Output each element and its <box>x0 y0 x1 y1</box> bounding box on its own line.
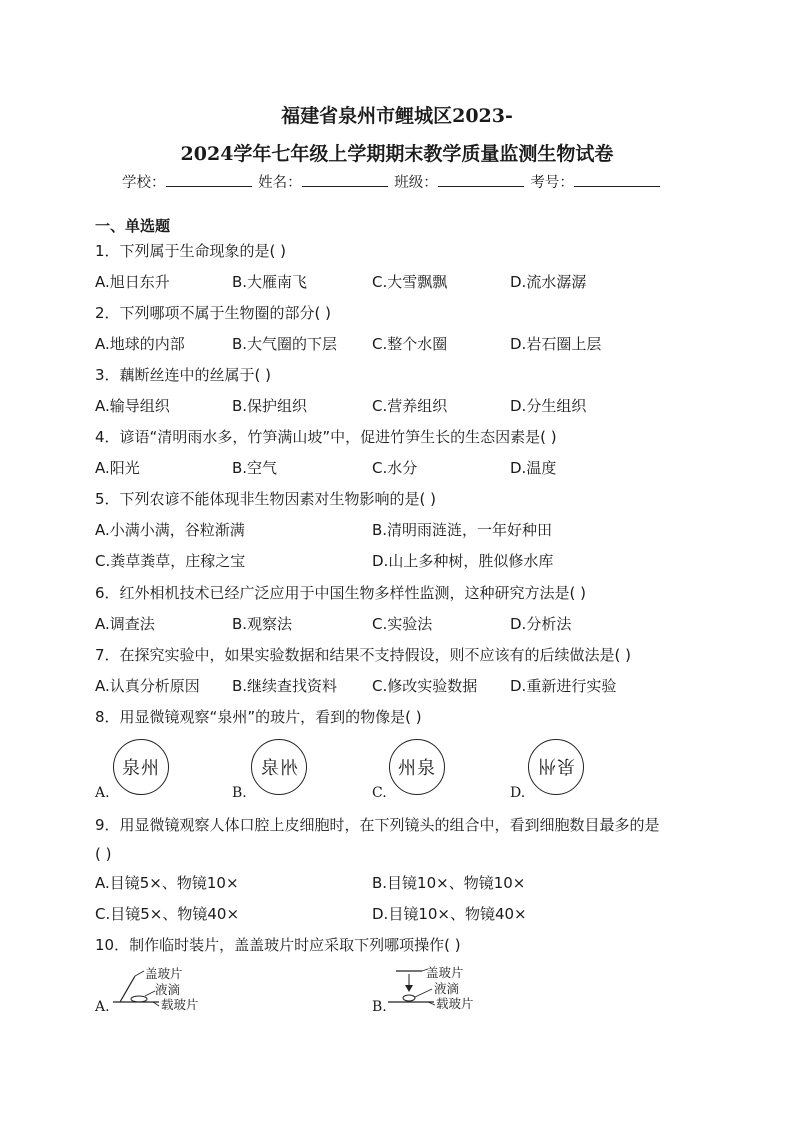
q2-option-d[interactable]: D.岩石圈上层 <box>510 335 602 353</box>
class-label: 班级： <box>394 175 438 191</box>
q1-option-a[interactable]: A.旭日东升 <box>95 273 170 291</box>
diagram-b-coverslip-label: 盖玻片 <box>426 965 464 980</box>
q7-option-b[interactable]: B.继续查找资料 <box>232 677 338 695</box>
q3-option-d[interactable]: D.分生组织 <box>510 397 587 415</box>
exam-title-line2: 2024学年七年级上学期期末教学质量监测生物试卷 <box>180 143 614 165</box>
q2-option-b[interactable]: B.大气圈的下层 <box>232 335 338 353</box>
coverslip-diagram-a[interactable] <box>95 962 295 1018</box>
name-blank[interactable] <box>302 173 388 187</box>
school-blank[interactable] <box>166 173 252 187</box>
question-2: 2．下列哪项不属于生物圈的部分( ) <box>95 304 332 322</box>
name-label: 姓名： <box>258 175 302 191</box>
diagram-a-coverslip-label: 盖玻片 <box>145 966 183 981</box>
q9-option-d[interactable]: D.目镜10×、物镜40× <box>372 905 527 923</box>
q3-option-a[interactable]: A.输导组织 <box>95 397 170 415</box>
coverslip-diagram-b[interactable] <box>372 962 572 1018</box>
section-heading: 一、单选题 <box>95 217 171 235</box>
q9-option-c[interactable]: C.目镜5×、物镜40× <box>95 905 240 923</box>
q5-option-d[interactable]: D.山上多种树，胜似修水库 <box>372 552 554 570</box>
question-8: 8．用显微镜观察“泉州”的玻片，看到的物像是( ) <box>95 708 422 726</box>
q4-option-d[interactable]: D.温度 <box>510 459 557 477</box>
number-label: 考号： <box>530 175 574 191</box>
q9-option-a[interactable]: A.目镜5×、物镜10× <box>95 874 239 892</box>
q10-option-b: B. <box>372 999 387 1015</box>
diagram-b-slide-label: 载玻片 <box>436 996 474 1011</box>
q7-option-d[interactable]: D.重新进行实验 <box>510 677 617 695</box>
school-label: 学校： <box>122 175 166 191</box>
q10-option-a: A. <box>95 999 110 1015</box>
q7-option-a[interactable]: A.认真分析原因 <box>95 677 200 695</box>
image-c-text: 州泉 <box>398 758 436 779</box>
student-info-row <box>122 171 662 192</box>
diagram-a-slide-label: 载玻片 <box>161 997 199 1012</box>
image-d-text: 泉州 <box>537 755 575 776</box>
question-9: 9．用显微镜观察人体口腔上皮细胞时，在下列镜头的组合中，看到细胞数目最多的是 <box>95 816 660 834</box>
microscope-image-c[interactable] <box>389 739 445 795</box>
q4-option-c[interactable]: C.水分 <box>372 459 418 477</box>
microscope-image-d[interactable] <box>528 739 584 795</box>
q5-option-c[interactable]: C.粪草粪草，庄稼之宝 <box>95 552 246 570</box>
q6-option-b[interactable]: B.观察法 <box>232 615 293 633</box>
q5-option-a[interactable]: A.小满小满，谷粒渐满 <box>95 521 245 539</box>
q1-option-d[interactable]: D.流水潺潺 <box>510 273 587 291</box>
q5-option-b[interactable]: B.清明雨涟涟，一年好种田 <box>372 521 553 539</box>
question-5: 5．下列农谚不能体现非生物因素对生物影响的是( ) <box>95 490 437 508</box>
number-blank[interactable] <box>574 173 660 187</box>
q2-option-a[interactable]: A.地球的内部 <box>95 335 185 353</box>
q8-option-b[interactable]: B. <box>232 785 247 801</box>
q3-option-c[interactable]: C.营养组织 <box>372 397 448 415</box>
q8-option-d[interactable]: D. <box>510 785 526 801</box>
q7-option-c[interactable]: C.修改实验数据 <box>372 677 478 695</box>
q3-option-b[interactable]: B.保护组织 <box>232 397 308 415</box>
question-4: 4．谚语“清明雨水多，竹笋满山坡”中，促进竹笋生长的生态因素是( ) <box>95 428 557 446</box>
q4-option-a[interactable]: A.阳光 <box>95 459 140 477</box>
question-6: 6．红外相机技术已经广泛应用于中国生物多样性监测，这种研究方法是( ) <box>95 584 587 602</box>
class-blank[interactable] <box>438 173 524 187</box>
diagram-b-drop-label: 液滴 <box>434 981 460 996</box>
q1-option-c[interactable]: C.大雪飘飘 <box>372 273 448 291</box>
q9-option-b[interactable]: B.目镜10×、物镜10× <box>372 874 526 892</box>
microscope-image-a[interactable] <box>113 739 169 795</box>
q1-option-b[interactable]: B.大雁南飞 <box>232 273 308 291</box>
q6-option-d[interactable]: D.分析法 <box>510 615 572 633</box>
q2-option-c[interactable]: C.整个水圈 <box>372 335 448 353</box>
q8-option-a[interactable]: A. <box>95 785 110 801</box>
q4-option-b[interactable]: B.空气 <box>232 459 278 477</box>
microscope-image-b[interactable] <box>251 739 307 795</box>
question-9-cont: ( ) <box>95 845 112 863</box>
question-1: 1．下列属于生命现象的是( ) <box>95 242 287 260</box>
image-a-text: 泉州 <box>122 758 160 779</box>
q8-option-c[interactable]: C. <box>372 785 387 801</box>
image-b-text: 州泉 <box>260 758 298 779</box>
diagram-a-drop-label: 液滴 <box>155 982 181 997</box>
question-7: 7．在探究实验中，如果实验数据和结果不支持假设，则不应该有的后续做法是( ) <box>95 646 632 664</box>
question-10: 10．制作临时装片，盖盖玻片时应采取下列哪项操作( ) <box>95 936 461 954</box>
q6-option-a[interactable]: A.调查法 <box>95 615 155 633</box>
q6-option-c[interactable]: C.实验法 <box>372 615 433 633</box>
exam-title-line1: 福建省泉州市鲤城区2023- <box>281 105 513 127</box>
question-3: 3．藕断丝连中的丝属于( ) <box>95 366 272 384</box>
